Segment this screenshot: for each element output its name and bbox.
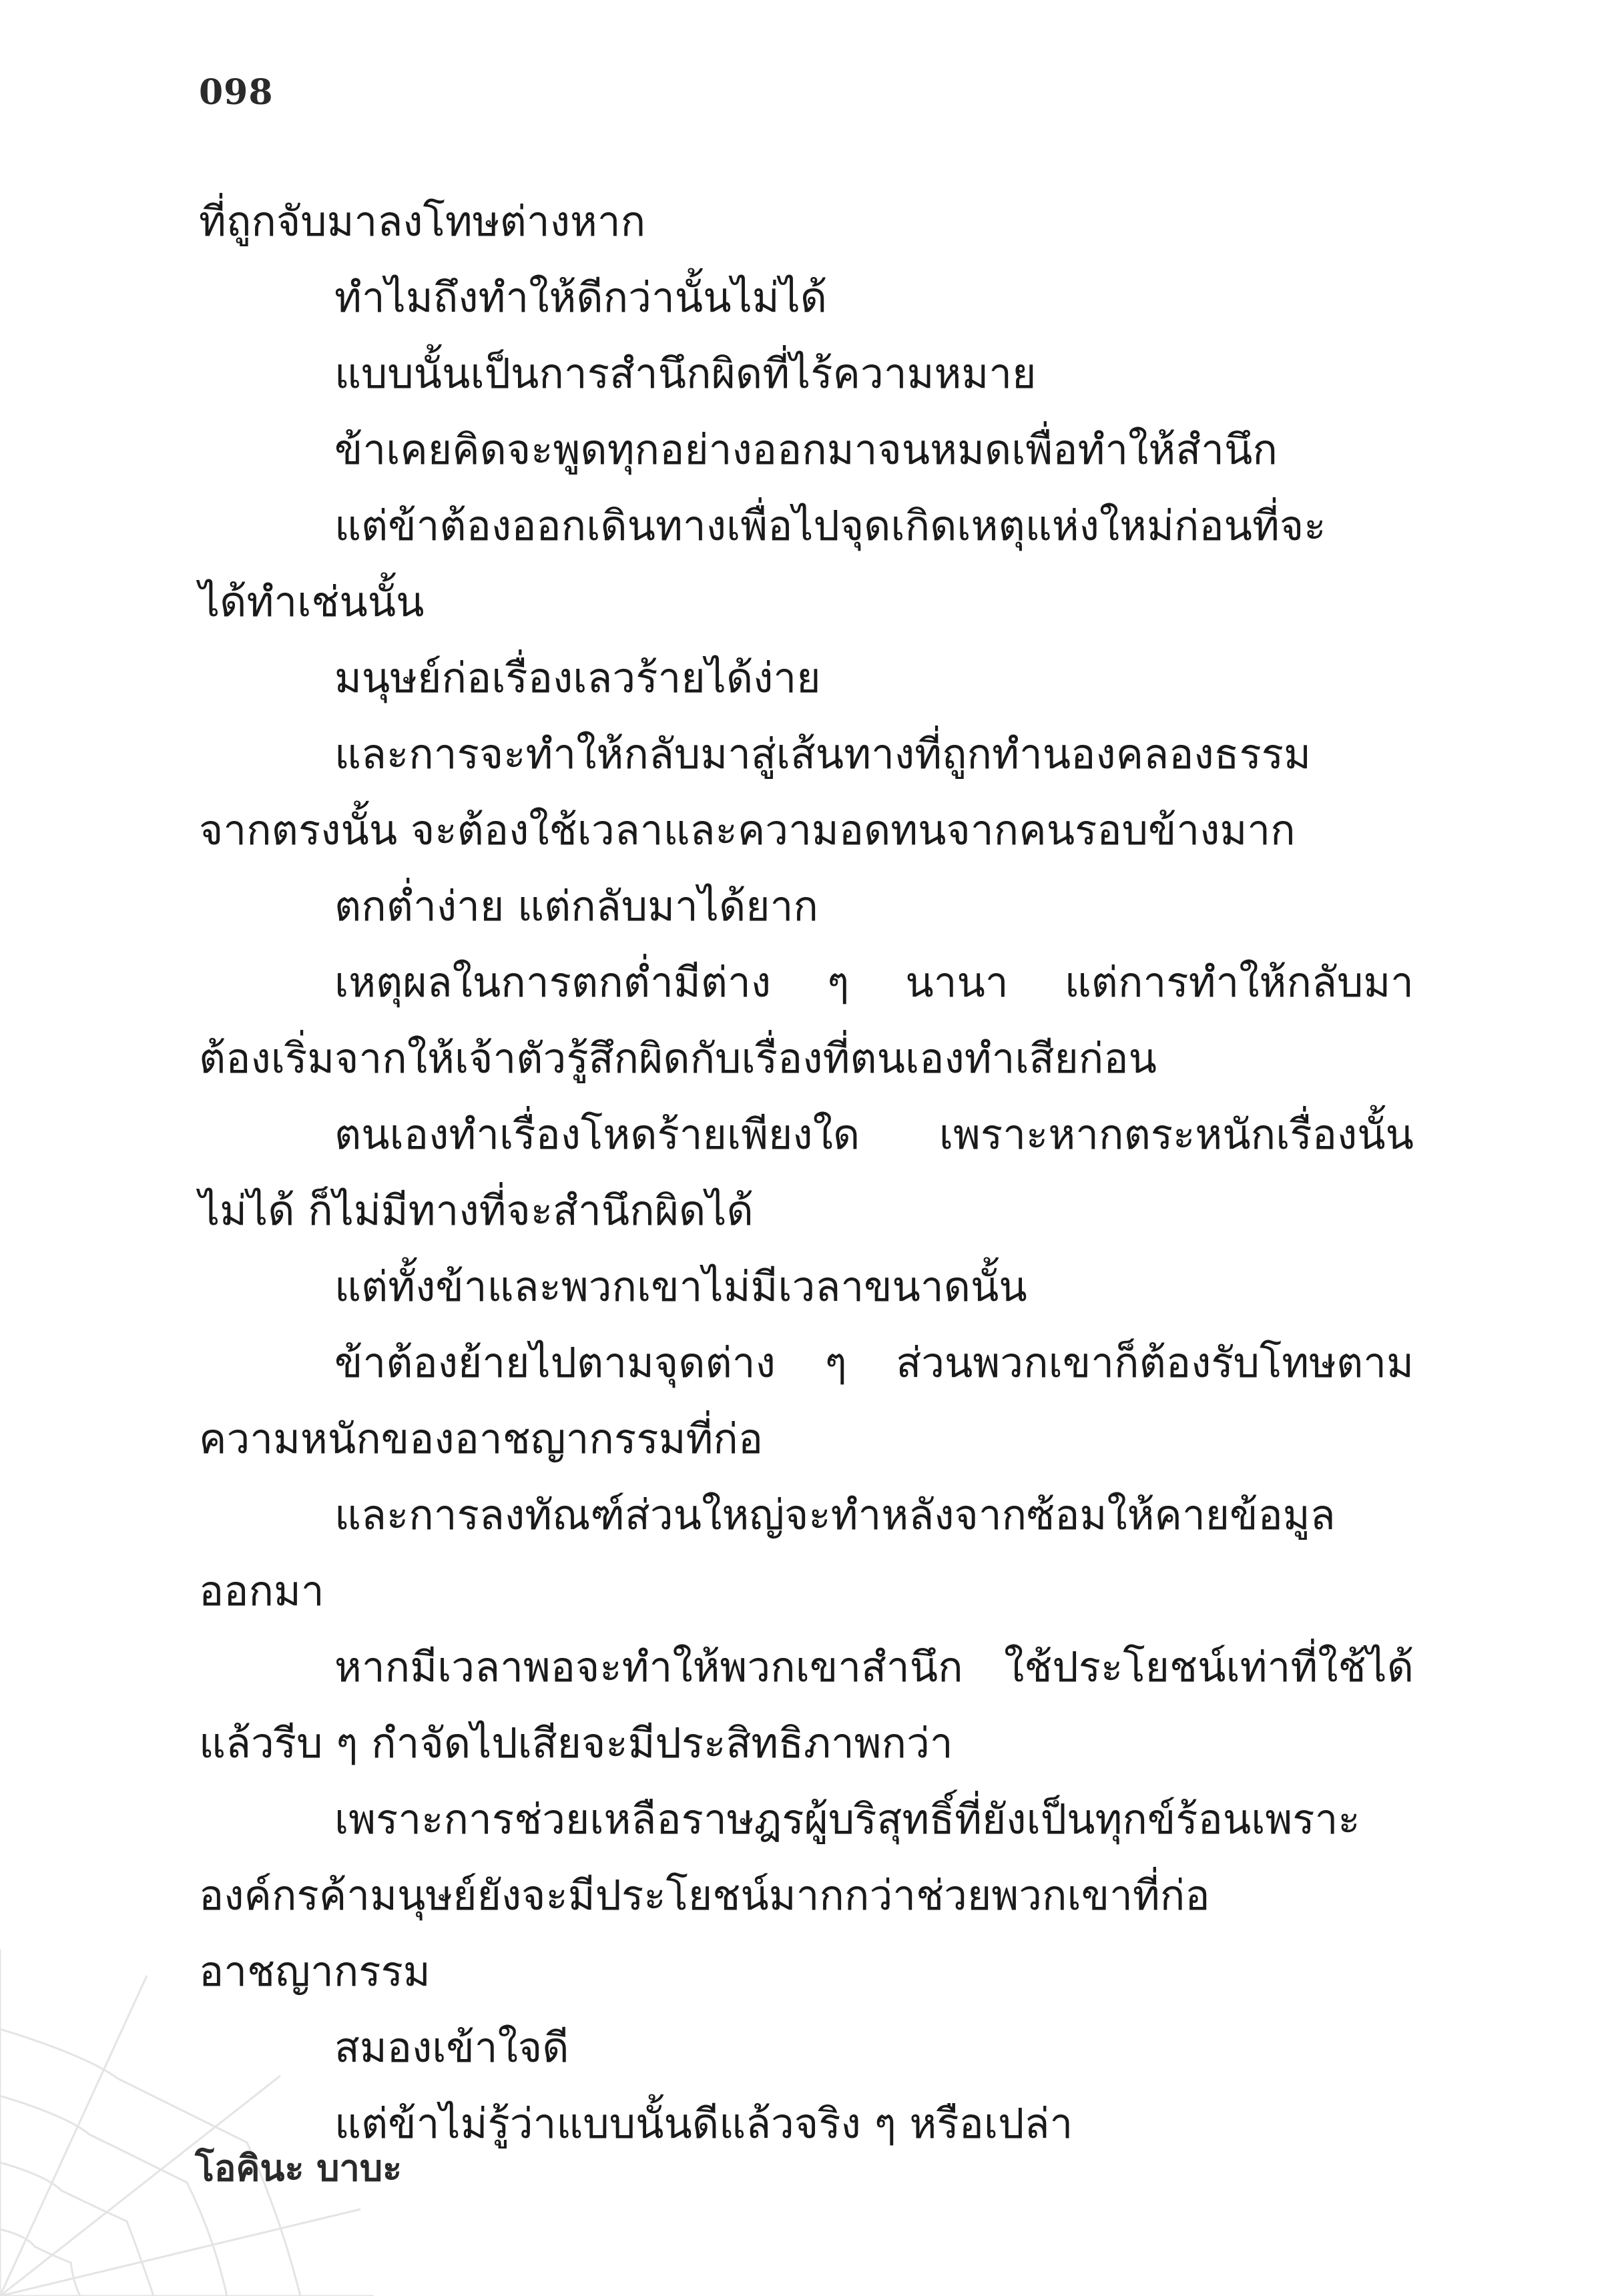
text-line: ตกต่ำง่าย แต่กลับมาได้ยาก [334,882,818,930]
text-line: ต้องเริ่มจากให้เจ้าตัวรู้สึกผิดกับเรื่องที่ตนเองทำเสียก่อน [199,1034,1157,1083]
text-line: ตนเองทำเรื่องโหดร้ายเพียงใด เพราะหากตระหนักเรื่องนั้น [334,1110,1414,1159]
text-line: แต่ทั้งข้าและพวกเขาไม่มีเวลาขนาดนั้น [334,1262,1027,1311]
text-line: ออกมา [199,1566,324,1615]
text-line: สมองเข้าใจดี [334,2023,569,2072]
text-line: และการจะทำให้กลับมาสู่เส้นทางที่ถูกทำนองคลองธรรม [334,730,1311,778]
text-line: เพราะการช่วยเหลือราษฎรผู้บริสุทธิ์ที่ยังเป็นทุกข์ร้อนเพราะ [334,1795,1360,1843]
text-line: แต่ข้าต้องออกเดินทางเพื่อไปจุดเกิดเหตุแห่งใหม่ก่อนที่จะ [334,501,1326,550]
text-line: หากมีเวลาพอจะทำให้พวกเขาสำนึก ใช้ประโยชน์เท่าที่ใช้ได้ [334,1643,1414,1691]
page-number: 098 [199,72,274,113]
text-line: ไม่ได้ ก็ไม่มีทางที่จะสำนึกผิดได้ [199,1186,754,1235]
body-text [199,184,1414,2162]
text-line: เหตุผลในการตกต่ำมีต่าง ๆ นานา แต่การทำให้กลับมา [334,958,1414,1007]
text-line: ความหนักของอาชญากรรมที่ก่อ [199,1414,764,1463]
text-line: และการลงทัณฑ์ส่วนใหญ่จะทำหลังจากซ้อมให้คายข้อมูล [334,1490,1336,1539]
text-line: แล้วรีบ ๆ กำจัดไปเสียจะมีประสิทธิภาพกว่า [199,1719,953,1767]
text-line: องค์กรค้ามนุษย์ยังจะมีประโยชน์มากกว่าช่วยพวกเขาที่ก่อ [199,1871,1210,1920]
text-line: มนุษย์ก่อเรื่องเลวร้ายได้ง่าย [334,653,821,702]
text-line: ข้าเคยคิดจะพูดทุกอย่างออกมาจนหมดเพื่อทำให้สำนึก [334,425,1278,474]
book-title-footer: โอคินะ บาบะ [195,2147,402,2189]
text-line: ได้ทำเช่นนั้น [199,577,425,626]
text-line: อาชญากรรม [199,1947,431,1996]
text-line: แบบนั้นเป็นการสำนึกผิดที่ไร้ความหมาย [334,349,1037,398]
spider-web-decoration [0,1922,374,2296]
text-line: ที่ถูกจับมาลงโทษต่างหาก [199,197,646,246]
text-line: ทำไมถึงทำให้ดีกว่านั้นไม่ได้ [334,273,828,322]
text-line: แต่ข้าไม่รู้ว่าแบบนั้นดีแล้วจริง ๆ หรือเปล่า [334,2099,1073,2148]
text-line: จากตรงนั้น จะต้องใช้เวลาและความอดทนจากคนรอบข้างมาก [199,806,1296,854]
text-line: ข้าต้องย้ายไปตามจุดต่าง ๆ ส่วนพวกเขาก็ต้องรับโทษตาม [334,1338,1414,1387]
